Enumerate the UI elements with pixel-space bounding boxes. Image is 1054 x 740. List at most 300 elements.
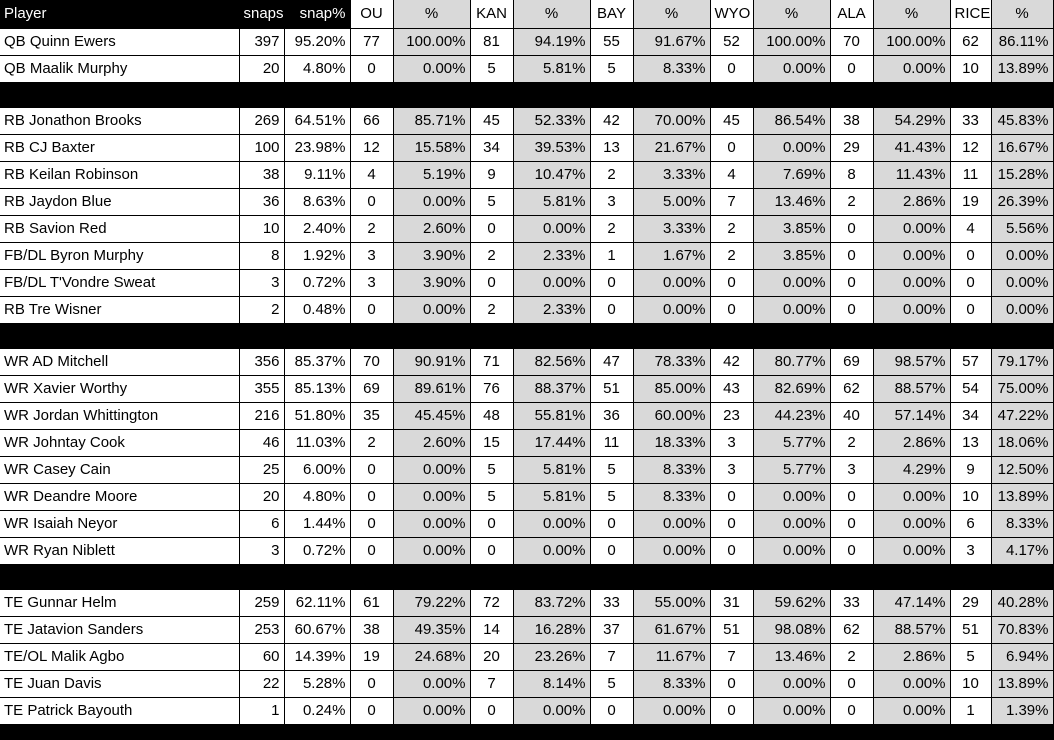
cell-bay-pct: 61.67% [633,616,710,643]
cell-snaps: 38 [239,161,284,188]
cell-snaps: 216 [239,402,284,429]
cell-player: RB Tre Wisner [0,296,239,323]
cell-ala-pct: 57.14% [873,402,950,429]
table-row [0,269,1053,296]
cell-snap-pct: 51.80% [284,402,350,429]
separator-cell [0,82,1053,107]
cell-bay: 0 [590,537,633,564]
cell-ala: 0 [830,55,873,82]
cell-rice: 10 [950,55,991,82]
cell-kan: 71 [470,348,513,375]
cell-kan-pct: 94.19% [513,28,590,55]
cell-ala: 40 [830,402,873,429]
table-row [0,107,1053,134]
cell-bay: 3 [590,188,633,215]
header-row [0,0,1053,28]
cell-bay: 5 [590,670,633,697]
cell-wyo-pct: 3.85% [753,215,830,242]
cell-ou: 4 [350,161,393,188]
cell-ou: 0 [350,537,393,564]
cell-ala: 33 [830,589,873,616]
cell-bay: 42 [590,107,633,134]
cell-bay-pct: 55.00% [633,589,710,616]
cell-player: WR Casey Cain [0,456,239,483]
cell-wyo-pct: 82.69% [753,375,830,402]
header-snaps: snaps [239,0,284,28]
cell-ala-pct: 0.00% [873,483,950,510]
cell-kan: 72 [470,589,513,616]
cell-bay: 51 [590,375,633,402]
table-row [0,28,1053,55]
cell-snaps: 22 [239,670,284,697]
cell-bay: 0 [590,510,633,537]
cell-wyo: 3 [710,456,753,483]
cell-bay-pct: 18.33% [633,429,710,456]
cell-snaps: 6 [239,510,284,537]
cell-wyo: 42 [710,348,753,375]
cell-kan-pct: 5.81% [513,188,590,215]
cell-bay-pct: 8.33% [633,55,710,82]
group-separator [0,323,1053,348]
cell-wyo-pct: 7.69% [753,161,830,188]
cell-wyo: 52 [710,28,753,55]
cell-snaps: 259 [239,589,284,616]
table-row [0,296,1053,323]
cell-bay: 13 [590,134,633,161]
cell-kan-pct: 5.81% [513,55,590,82]
cell-snaps: 25 [239,456,284,483]
table-row [0,537,1053,564]
cell-ala: 62 [830,616,873,643]
cell-snaps: 253 [239,616,284,643]
table-row [0,375,1053,402]
cell-wyo-pct: 0.00% [753,134,830,161]
cell-ala-pct: 0.00% [873,215,950,242]
cell-ou: 19 [350,643,393,670]
cell-wyo-pct: 0.00% [753,269,830,296]
cell-wyo-pct: 0.00% [753,296,830,323]
cell-snaps: 3 [239,269,284,296]
cell-ala: 0 [830,697,873,724]
cell-ala: 0 [830,670,873,697]
cell-ala-pct: 0.00% [873,670,950,697]
cell-ou: 69 [350,375,393,402]
cell-wyo: 0 [710,697,753,724]
header-rice-pct: % [991,0,1053,28]
cell-bay: 11 [590,429,633,456]
cell-snaps: 46 [239,429,284,456]
cell-wyo-pct: 100.00% [753,28,830,55]
cell-wyo: 0 [710,55,753,82]
table-row [0,134,1053,161]
cell-player: WR Johntay Cook [0,429,239,456]
table-row [0,215,1053,242]
cell-wyo-pct: 0.00% [753,510,830,537]
cell-snaps: 356 [239,348,284,375]
header-snap-pct: snap% [284,0,350,28]
cell-bay: 5 [590,483,633,510]
header-bay-pct: % [633,0,710,28]
cell-snap-pct: 1.92% [284,242,350,269]
cell-snaps: 20 [239,55,284,82]
header-wyo-pct: % [753,0,830,28]
cell-bay: 33 [590,589,633,616]
header-bay: BAY [590,0,633,28]
cell-rice: 3 [950,537,991,564]
cell-bay-pct: 0.00% [633,697,710,724]
cell-ou-pct: 0.00% [393,697,470,724]
cell-ou-pct: 0.00% [393,456,470,483]
cell-player: QB Maalik Murphy [0,55,239,82]
cell-ala-pct: 11.43% [873,161,950,188]
cell-bay: 2 [590,161,633,188]
cell-kan: 81 [470,28,513,55]
cell-kan: 5 [470,456,513,483]
table-row [0,697,1053,724]
cell-rice: 54 [950,375,991,402]
cell-player: WR Deandre Moore [0,483,239,510]
header-ala-pct: % [873,0,950,28]
cell-ou-pct: 0.00% [393,510,470,537]
cell-rice: 19 [950,188,991,215]
cell-ou: 35 [350,402,393,429]
cell-snap-pct: 62.11% [284,589,350,616]
table-row [0,510,1053,537]
cell-player: FB/DL T'Vondre Sweat [0,269,239,296]
cell-ala: 2 [830,188,873,215]
cell-rice: 0 [950,269,991,296]
cell-bay: 0 [590,296,633,323]
cell-ala-pct: 0.00% [873,697,950,724]
cell-kan: 5 [470,188,513,215]
table-row [0,55,1053,82]
cell-rice-pct: 6.94% [991,643,1053,670]
cell-ou: 0 [350,296,393,323]
cell-wyo-pct: 0.00% [753,55,830,82]
table-row [0,483,1053,510]
cell-kan: 0 [470,269,513,296]
cell-bay-pct: 5.00% [633,188,710,215]
cell-player: FB/DL Byron Murphy [0,242,239,269]
cell-kan: 0 [470,537,513,564]
cell-kan-pct: 88.37% [513,375,590,402]
cell-snap-pct: 64.51% [284,107,350,134]
cell-rice: 29 [950,589,991,616]
cell-rice-pct: 75.00% [991,375,1053,402]
cell-kan: 0 [470,215,513,242]
cell-player: RB Jonathon Brooks [0,107,239,134]
cell-kan-pct: 16.28% [513,616,590,643]
cell-ou-pct: 79.22% [393,589,470,616]
cell-wyo-pct: 0.00% [753,537,830,564]
cell-snaps: 60 [239,643,284,670]
cell-ou: 66 [350,107,393,134]
cell-rice: 62 [950,28,991,55]
cell-kan: 2 [470,242,513,269]
cell-rice-pct: 79.17% [991,348,1053,375]
cell-rice: 10 [950,483,991,510]
group-separator [0,82,1053,107]
cell-bay: 1 [590,242,633,269]
cell-snap-pct: 0.48% [284,296,350,323]
cell-snaps: 269 [239,107,284,134]
cell-wyo-pct: 0.00% [753,697,830,724]
cell-rice-pct: 8.33% [991,510,1053,537]
cell-player: RB Savion Red [0,215,239,242]
cell-ou: 3 [350,242,393,269]
cell-ou-pct: 0.00% [393,55,470,82]
cell-bay-pct: 0.00% [633,510,710,537]
cell-kan: 14 [470,616,513,643]
cell-snaps: 1 [239,697,284,724]
table-body [0,28,1053,724]
cell-rice: 34 [950,402,991,429]
cell-ala: 62 [830,375,873,402]
cell-snaps: 2 [239,296,284,323]
cell-player: WR AD Mitchell [0,348,239,375]
cell-ou: 12 [350,134,393,161]
cell-kan-pct: 52.33% [513,107,590,134]
cell-bay-pct: 91.67% [633,28,710,55]
cell-kan-pct: 82.56% [513,348,590,375]
cell-ou: 0 [350,670,393,697]
cell-kan: 9 [470,161,513,188]
cell-kan: 34 [470,134,513,161]
cell-bay: 2 [590,215,633,242]
cell-ou: 0 [350,456,393,483]
cell-rice-pct: 1.39% [991,697,1053,724]
cell-kan: 20 [470,643,513,670]
cell-ala-pct: 0.00% [873,55,950,82]
cell-ala-pct: 0.00% [873,537,950,564]
cell-rice: 33 [950,107,991,134]
cell-kan: 76 [470,375,513,402]
header-kan: KAN [470,0,513,28]
cell-player: TE/OL Malik Agbo [0,643,239,670]
cell-rice: 0 [950,296,991,323]
table-row [0,242,1053,269]
cell-rice-pct: 0.00% [991,242,1053,269]
cell-ou-pct: 24.68% [393,643,470,670]
cell-ou-pct: 0.00% [393,537,470,564]
table-row [0,456,1053,483]
group-separator [0,564,1053,589]
cell-player: TE Juan Davis [0,670,239,697]
cell-ala-pct: 2.86% [873,188,950,215]
cell-snap-pct: 4.80% [284,483,350,510]
cell-player: WR Xavier Worthy [0,375,239,402]
cell-ou-pct: 2.60% [393,429,470,456]
cell-kan: 5 [470,483,513,510]
cell-snaps: 3 [239,537,284,564]
cell-ou-pct: 45.45% [393,402,470,429]
separator-cell [0,564,1053,589]
cell-rice-pct: 12.50% [991,456,1053,483]
cell-kan: 7 [470,670,513,697]
cell-bay-pct: 85.00% [633,375,710,402]
cell-rice-pct: 13.89% [991,483,1053,510]
cell-kan-pct: 2.33% [513,242,590,269]
cell-wyo-pct: 0.00% [753,483,830,510]
cell-snaps: 36 [239,188,284,215]
cell-player: WR Isaiah Neyor [0,510,239,537]
cell-snap-pct: 9.11% [284,161,350,188]
cell-wyo: 0 [710,537,753,564]
cell-ala: 3 [830,456,873,483]
cell-ou-pct: 3.90% [393,269,470,296]
cell-bay-pct: 21.67% [633,134,710,161]
cell-ala: 8 [830,161,873,188]
cell-ala-pct: 0.00% [873,510,950,537]
cell-bay: 5 [590,55,633,82]
cell-ala-pct: 54.29% [873,107,950,134]
header-wyo: WYO [710,0,753,28]
cell-rice-pct: 13.89% [991,55,1053,82]
cell-wyo-pct: 98.08% [753,616,830,643]
cell-kan-pct: 17.44% [513,429,590,456]
cell-snaps: 8 [239,242,284,269]
cell-bay: 36 [590,402,633,429]
cell-ala: 69 [830,348,873,375]
cell-wyo-pct: 0.00% [753,670,830,697]
cell-snap-pct: 85.37% [284,348,350,375]
cell-ala: 0 [830,296,873,323]
table-row [0,589,1053,616]
cell-kan-pct: 10.47% [513,161,590,188]
cell-ala-pct: 100.00% [873,28,950,55]
cell-ala-pct: 0.00% [873,269,950,296]
cell-rice: 0 [950,242,991,269]
cell-player: TE Jatavion Sanders [0,616,239,643]
table-row [0,348,1053,375]
cell-bay: 0 [590,697,633,724]
cell-rice: 13 [950,429,991,456]
cell-wyo-pct: 86.54% [753,107,830,134]
cell-ou-pct: 89.61% [393,375,470,402]
header-kan-pct: % [513,0,590,28]
cell-ou-pct: 85.71% [393,107,470,134]
cell-wyo: 2 [710,215,753,242]
cell-rice: 6 [950,510,991,537]
cell-ala-pct: 41.43% [873,134,950,161]
header-ala: ALA [830,0,873,28]
cell-snap-pct: 0.24% [284,697,350,724]
cell-bay-pct: 11.67% [633,643,710,670]
cell-ala: 70 [830,28,873,55]
cell-wyo: 0 [710,134,753,161]
cell-ala-pct: 88.57% [873,616,950,643]
cell-kan: 0 [470,697,513,724]
cell-rice-pct: 4.17% [991,537,1053,564]
cell-rice-pct: 86.11% [991,28,1053,55]
cell-ou: 77 [350,28,393,55]
cell-rice-pct: 70.83% [991,616,1053,643]
cell-snap-pct: 23.98% [284,134,350,161]
cell-rice: 1 [950,697,991,724]
cell-kan-pct: 23.26% [513,643,590,670]
cell-ala: 0 [830,510,873,537]
cell-snap-pct: 11.03% [284,429,350,456]
cell-kan-pct: 5.81% [513,483,590,510]
cell-rice-pct: 40.28% [991,589,1053,616]
cell-ou-pct: 0.00% [393,670,470,697]
cell-kan: 2 [470,296,513,323]
cell-ala-pct: 0.00% [873,242,950,269]
cell-bay-pct: 0.00% [633,269,710,296]
cell-ala: 38 [830,107,873,134]
cell-bay-pct: 8.33% [633,483,710,510]
cell-player: WR Jordan Whittington [0,402,239,429]
cell-bay-pct: 0.00% [633,296,710,323]
cell-wyo-pct: 5.77% [753,456,830,483]
cell-rice: 57 [950,348,991,375]
cell-ou-pct: 90.91% [393,348,470,375]
cell-kan-pct: 2.33% [513,296,590,323]
cell-ala: 2 [830,643,873,670]
cell-player: TE Gunnar Helm [0,589,239,616]
cell-ou: 0 [350,188,393,215]
cell-kan: 0 [470,510,513,537]
cell-wyo: 0 [710,483,753,510]
cell-kan-pct: 0.00% [513,697,590,724]
table-row [0,402,1053,429]
cell-ala-pct: 98.57% [873,348,950,375]
cell-rice: 10 [950,670,991,697]
cell-kan-pct: 0.00% [513,537,590,564]
table-row [0,616,1053,643]
cell-bay-pct: 3.33% [633,215,710,242]
cell-wyo: 7 [710,188,753,215]
cell-kan-pct: 83.72% [513,589,590,616]
cell-bay-pct: 8.33% [633,670,710,697]
cell-snaps: 355 [239,375,284,402]
table-row [0,643,1053,670]
cell-snap-pct: 0.72% [284,269,350,296]
cell-snap-pct: 6.00% [284,456,350,483]
cell-snap-pct: 4.80% [284,55,350,82]
cell-wyo: 43 [710,375,753,402]
cell-snap-pct: 2.40% [284,215,350,242]
cell-bay-pct: 1.67% [633,242,710,269]
cell-wyo: 0 [710,269,753,296]
cell-rice-pct: 26.39% [991,188,1053,215]
cell-wyo-pct: 5.77% [753,429,830,456]
cell-ala: 0 [830,537,873,564]
cell-kan-pct: 55.81% [513,402,590,429]
cell-ala: 29 [830,134,873,161]
cell-wyo: 7 [710,643,753,670]
cell-rice-pct: 15.28% [991,161,1053,188]
cell-kan-pct: 39.53% [513,134,590,161]
cell-wyo: 23 [710,402,753,429]
cell-ala-pct: 4.29% [873,456,950,483]
cell-bay: 5 [590,456,633,483]
cell-kan-pct: 0.00% [513,269,590,296]
cell-ou: 2 [350,215,393,242]
cell-bay-pct: 60.00% [633,402,710,429]
cell-ou: 0 [350,483,393,510]
cell-rice-pct: 18.06% [991,429,1053,456]
cell-wyo: 4 [710,161,753,188]
cell-player: TE Patrick Bayouth [0,697,239,724]
header-player: Player [0,0,239,28]
cell-ala-pct: 88.57% [873,375,950,402]
cell-wyo-pct: 59.62% [753,589,830,616]
table-row [0,161,1053,188]
cell-wyo: 31 [710,589,753,616]
cell-ou: 38 [350,616,393,643]
cell-snap-pct: 95.20% [284,28,350,55]
